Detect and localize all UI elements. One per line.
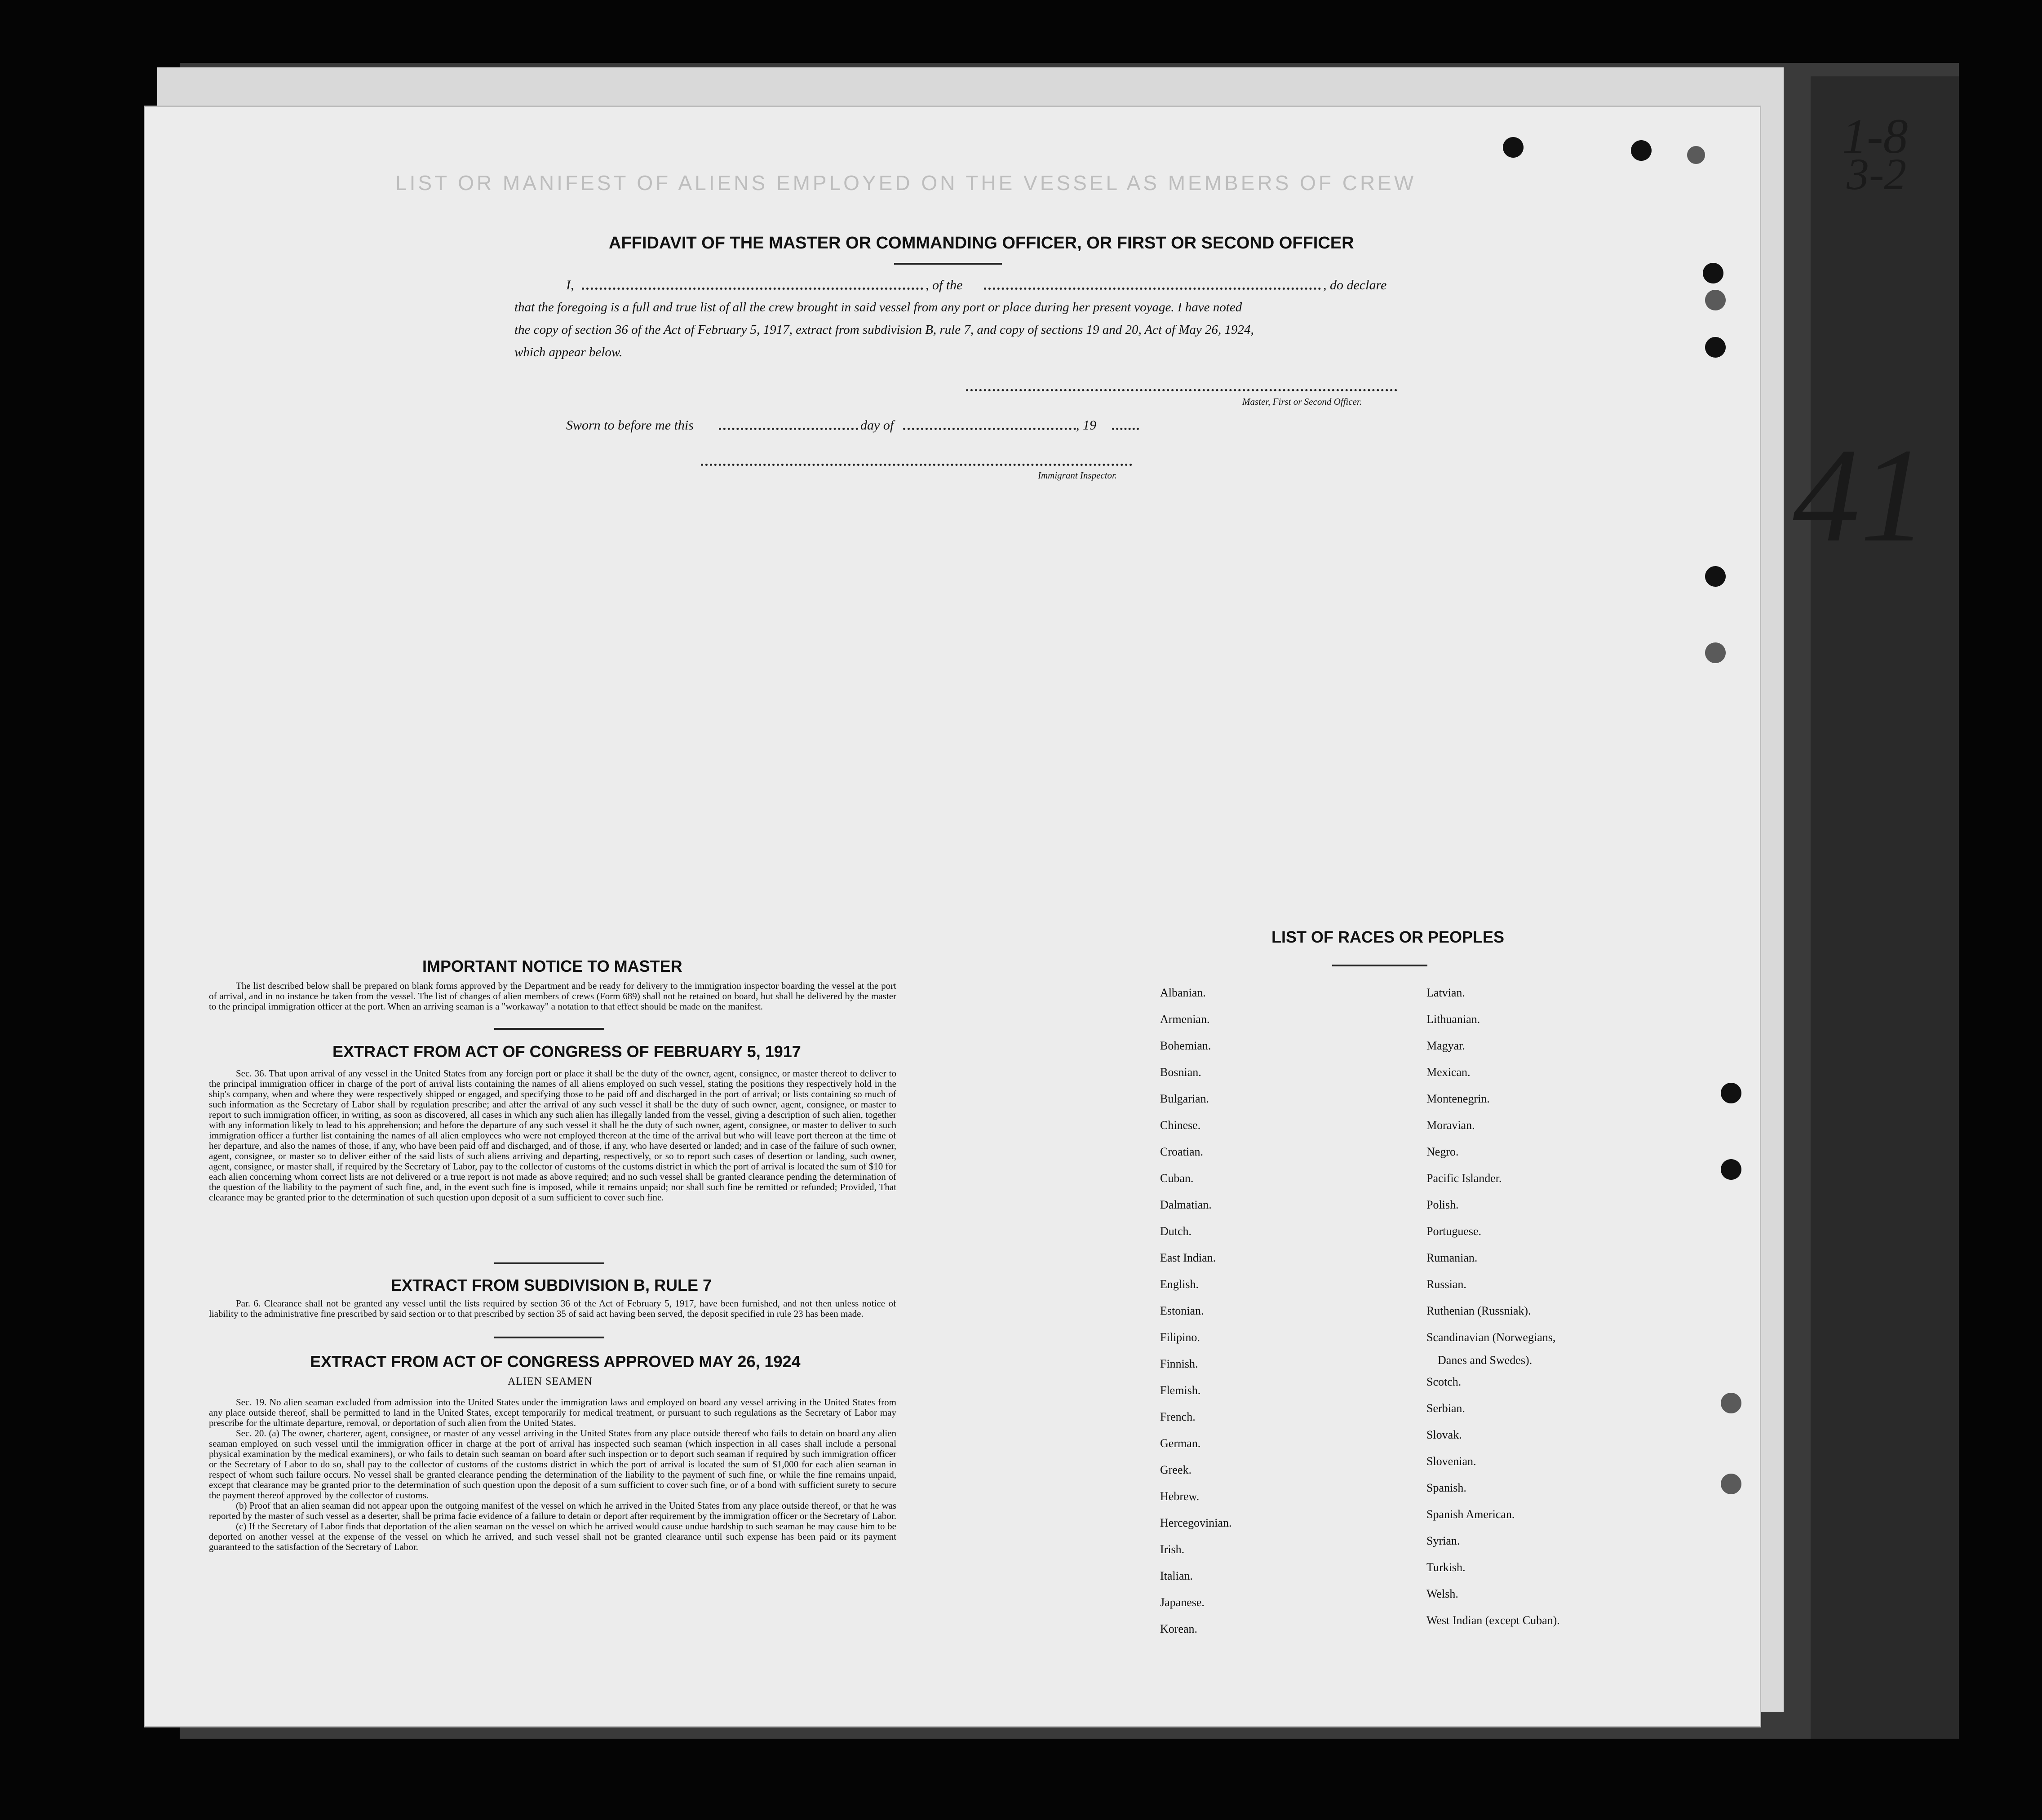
punch-hole	[1705, 337, 1726, 358]
race-item: Albanian.	[1160, 986, 1206, 999]
race-item: Finnish.	[1160, 1357, 1198, 1370]
punch-hole	[1721, 1159, 1741, 1180]
race-item: Scotch.	[1426, 1375, 1462, 1388]
punch-hole	[1703, 263, 1723, 283]
race-item: East Indian.	[1160, 1251, 1216, 1264]
affidavit-line4: which appear below.	[514, 345, 623, 359]
section-rule	[1332, 965, 1427, 966]
back-page-edge	[1811, 76, 1959, 1739]
race-item: Moravian.	[1426, 1119, 1475, 1132]
race-item: English.	[1160, 1278, 1199, 1291]
race-item: Filipino.	[1160, 1331, 1200, 1344]
extract-1924-title: EXTRACT FROM ACT OF CONGRESS APPROVED MAY 26, 1924	[310, 1352, 801, 1371]
extract-1917-title: EXTRACT FROM ACT OF CONGRESS OF FEBRUARY 5, 1917	[332, 1042, 801, 1061]
race-item: Estonian.	[1160, 1304, 1204, 1317]
race-item: Polish.	[1426, 1198, 1459, 1211]
race-item: Dutch.	[1160, 1225, 1192, 1238]
inspector-blank	[701, 464, 1132, 466]
signature-caption: Master, First or Second Officer.	[1242, 396, 1362, 407]
section-rule	[494, 1028, 604, 1030]
vessel-blank	[984, 288, 1321, 290]
section-rule	[494, 1262, 604, 1264]
race-item: Welsh.	[1426, 1587, 1458, 1600]
signature-blank	[966, 389, 1397, 391]
notice-text: The list described below shall be prepared on blank forms approved by the Department and be ready for delivery to the immigration inspector boarding the vessel at the port of arrival, and in no instance be taken from the vessel. The list of changes of alien members of crews (Form 689) shall not be retained on board, but shall be delivered by the master to the principal immigration officer at the port. When an arriving seaman is a "workaway" a notation to that effect should be made on the manifest.	[209, 980, 896, 1012]
punch-hole	[1705, 566, 1726, 587]
race-item: Hercegovinian.	[1160, 1516, 1232, 1529]
affidavit-line1-i: I,	[566, 278, 574, 292]
race-item: Pacific Islander.	[1426, 1172, 1502, 1185]
sworn-year: , 19	[1076, 418, 1096, 433]
race-item: Mexican.	[1426, 1066, 1471, 1079]
race-item: Dalmatian.	[1160, 1198, 1212, 1211]
race-item: Italian.	[1160, 1569, 1193, 1582]
punch-hole	[1503, 137, 1524, 158]
affidavit-line2: that the foregoing is a full and true list of all the crew brought in said vessel from any port or place during her present voyage. I have noted	[514, 300, 1242, 314]
races-title: LIST OF RACES OR PEOPLES	[1271, 928, 1505, 946]
punch-hole	[1721, 1083, 1741, 1103]
race-item: Bohemian.	[1160, 1039, 1211, 1052]
race-item: Croatian.	[1160, 1145, 1204, 1158]
affidavit-line1-of: , of the	[926, 278, 963, 292]
race-item: West Indian (except Cuban).	[1426, 1614, 1560, 1627]
race-item: Lithuanian.	[1426, 1013, 1480, 1026]
margin-note-bottom: 3-2	[1847, 149, 1907, 199]
extract-1924-text: Sec. 19. No alien seaman excluded from admission into the United States under the immigration laws and employed on board any vessel arriving in the United States from any place outside thereof, shall be permitted to land in the United States, except temporarily for medical treatment, or pursuant to such regulations as the Secretary of Labor may prescribe for the ultimate departure, removal, or deportation of such alien from the United States. Sec. 20. (a) The owner, charterer, agent, consignee, or master of any vessel arriving in the United States from any place outside thereof who fails to detain on board any alien seaman employed on such vessel until the immigration officer in charge at the port of arrival has inspected such seaman (which inspection in all cases shall include a personal physical examination by the medical examiners), or who fails to detain such seaman on board after such inspection or to deport such seaman if required by such immigration officer or the Secretary of Labor to do so, shall pay to the collector of customs of the customs district in which the port of arrival is located the sum of $1,000 for each alien seaman in respect of whom such failure occurs. No vessel shall be granted clearance pending the determination of the liability to the payment of such fine, or while the fine remains unpaid, except that clearance may be granted prior to the determination of such question upon the deposit of a sum sufficient to cover such fine, or of a bond with sufficient surety to secure the payment thereof approved by the collector of customs. (b) Proof that an alien seaman did not appear upon the outgoing manifest of the vessel on which he arrived in the United States from any place outside thereof, or that he was reported by the master of such vessel as a deserter, shall be prima facie evidence of a failure to detain or deport after requirement by the immigration officer or the Secretary of Labor. (c) If the Secretary of Labor finds that deportation of the alien seaman on the vessel on which he arrived would cause undue hardship to such seaman he may cause him to be deported on another vessel at the expense of the vessel on which he arrived, and such vessel shall not be granted clearance until such expense has been paid or its payment guaranteed to the satisfaction of the Secretary of Labor.	[209, 1397, 896, 1552]
sworn-day-blank	[719, 428, 858, 430]
sworn-text: Sworn to before me this	[566, 418, 694, 433]
sworn-dayof: day of	[860, 418, 894, 433]
race-item: Flemish.	[1160, 1384, 1201, 1397]
sworn-year-blank	[1112, 428, 1139, 430]
race-item: German.	[1160, 1437, 1201, 1450]
race-item: Chinese.	[1160, 1119, 1201, 1132]
race-item: Spanish.	[1426, 1481, 1466, 1494]
race-item: Turkish.	[1426, 1561, 1466, 1574]
rule7-title: EXTRACT FROM SUBDIVISION B, RULE 7	[391, 1276, 712, 1294]
punch-hole	[1721, 1474, 1741, 1494]
race-item: Greek.	[1160, 1463, 1192, 1476]
race-item: Russian.	[1426, 1278, 1466, 1291]
sworn-month-blank	[903, 428, 1076, 430]
race-item: Cuban.	[1160, 1172, 1194, 1185]
rule7-text: Par. 6. Clearance shall not be granted any vessel until the lists required by section 36 of the Act of February 5, 1917, have been furnished, and not then unless notice of liability to the administrative fine prescribed by said section or to that prescribed by section 35 of said act having been served, the deposit specified in rule 23 has been made.	[209, 1298, 896, 1319]
alien-seamen-subtitle: ALIEN SEAMEN	[508, 1376, 593, 1387]
title-rule	[894, 263, 1002, 265]
affidavit-title: AFFIDAVIT OF THE MASTER OR COMMANDING OFFICER, OR FIRST OR SECOND OFFICER	[609, 234, 1354, 252]
race-item: French.	[1160, 1410, 1196, 1423]
race-item: Montenegrin.	[1426, 1092, 1490, 1105]
margin-note-number: 41	[1793, 421, 1927, 570]
inspector-caption: Immigrant Inspector.	[1038, 470, 1117, 481]
race-item: Armenian.	[1160, 1013, 1210, 1026]
punch-hole	[1705, 290, 1726, 310]
affidavit-line1-declare: , do declare	[1323, 278, 1387, 292]
extract-1917-text: Sec. 36. That upon arrival of any vessel in the United States from any foreign port or place it shall be the duty of the owner, agent, consignee, or master thereof to deliver to the principal immigration officer in charge of the port of arrival lists containing the names of all aliens employed on such vessel, stating the positions they respectively hold in the ship's company, when and where they were respectively shipped or engaged, and specifying those to be paid off and discharged in the port of arrival; or lists containing so much of such information as the Secretary of Labor shall by regulation prescribe; and after the arrival of any such vessel it shall be the duty of such owner, agent, consignee, or master to report to such immigration officer, in writing, as soon as discovered, all cases in which any such alien has illegally landed from the vessel, giving a description of such alien, together with any information likely to lead to his apprehension; and before the departure of any such vessel it shall be the duty of such owner, agent, consignee, or master to deliver to such immigration officer a further list containing the names of all alien employees who were not employed thereon at the time of the arrival but who will leave port thereon at the time of her departure, and also the names of those, if any, who have been paid off and discharged, and of those, if any, who have deserted or landed; and in case of the failure of such owner, agent, consignee, or master so to deliver either of the said lists of such aliens arriving and departing, respectively, or so to report such cases of desertion or landing, such owner, agent, consignee, or master shall, if required by the Secretary of Labor, pay to the collector of customs of the customs district in which the port of arrival is located the sum of $10 for each alien concerning whom correct lists are not delivered or a true report is not made as above required; and no such vessel shall be granted clearance pending the determination of the question of the liability to the payment of such fine, and, in the event such fine is imposed, while it remains unpaid; nor shall such fine be remitted or refunded; Provided, That clearance may be granted prior to the determination of such question upon deposit of a sum sufficient to cover such fine.	[209, 1068, 896, 1203]
punch-hole	[1687, 146, 1705, 164]
margin-note-top: 1-8	[1842, 109, 1908, 164]
name-blank	[582, 288, 923, 290]
race-item: Slovenian.	[1426, 1455, 1476, 1468]
race-item: Syrian.	[1426, 1534, 1460, 1547]
punch-hole	[1705, 642, 1726, 663]
punch-hole	[1721, 1393, 1741, 1413]
race-item: Serbian.	[1426, 1402, 1465, 1415]
race-item: Portuguese.	[1426, 1225, 1482, 1238]
race-item: Scandinavian (Norwegians,	[1426, 1331, 1556, 1344]
race-item: Magyar.	[1426, 1039, 1465, 1052]
notice-title: IMPORTANT NOTICE TO MASTER	[422, 957, 682, 975]
race-item: Rumanian.	[1426, 1251, 1478, 1264]
race-item: Negro.	[1426, 1145, 1459, 1158]
race-item: Bulgarian.	[1160, 1092, 1209, 1105]
punch-hole	[1631, 140, 1652, 161]
section-rule	[494, 1337, 604, 1338]
race-item: Korean.	[1160, 1622, 1198, 1635]
race-item: Irish.	[1160, 1543, 1185, 1556]
race-item: Danes and Swedes).	[1438, 1354, 1533, 1367]
race-item: Slovak.	[1426, 1428, 1462, 1441]
race-item: Hebrew.	[1160, 1490, 1200, 1503]
race-item: Latvian.	[1426, 986, 1465, 999]
race-item: Japanese.	[1160, 1596, 1205, 1609]
race-item: Ruthenian (Russniak).	[1426, 1304, 1531, 1317]
race-item: Spanish American.	[1426, 1508, 1515, 1521]
race-item: Bosnian.	[1160, 1066, 1201, 1079]
affidavit-line3: the copy of section 36 of the Act of February 5, 1917, extract from subdivision B, rule 7, and copy of sections 19 and 20, Act of May 26, 1924,	[514, 323, 1254, 337]
faded-manifest-header: LIST OR MANIFEST OF ALIENS EMPLOYED ON THE VESSEL AS MEMBERS OF CREW	[395, 171, 1417, 195]
